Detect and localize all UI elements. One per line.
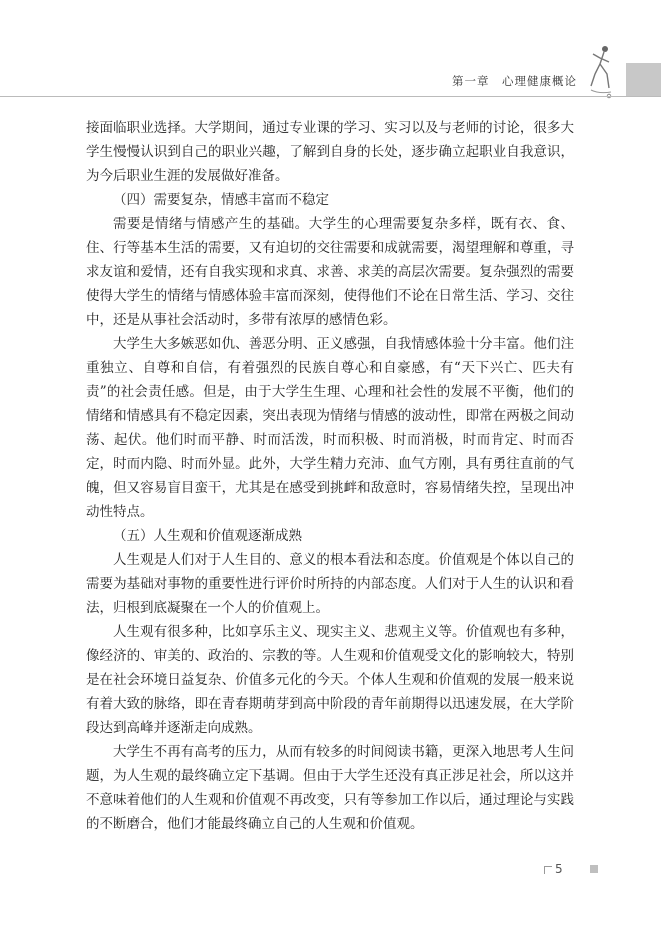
section-heading-5: （五）人生观和价值观逐渐成熟 [113,528,302,544]
paragraph-1: 接面临职业选择。大学期间，通过专业课的学习、实习以及与老师的讨论，很多大学生慢慢认识到自己的职业兴趣，了解到自身的长处，逐步确立起职业自我意识，为今后职业生涯的发展做好准备。 [86,120,574,184]
page-number: 5 [555,862,563,876]
page-number-square [590,865,598,873]
chapter-header-title: 第一章 心理健康概论 [452,74,577,88]
paragraph-4: 人生观是人们对于人生目的、意义的根本看法和态度。价值观是个体以自己的需要为基础对事物的重要性进行评价时所持的内部态度。人们对于人生的认识和看法，归根到底凝聚在一个人的价值观上。 [86,552,574,616]
section-heading-4: （四）需要复杂，情感丰富而不稳定 [113,192,329,208]
page-body [86,116,574,836]
header-tab-block [626,63,661,96]
paragraph-6: 大学生不再有高考的压力，从而有较多的时间阅读书籍，更深入地思考人生问题，为人生观的最终确立定下基调。但由于大学生还没有真正涉足社会，所以这并不意味着他们的人生观和价值观不再改变，只有等参加工作以后，通过理论与实践的不断磨合，他们才能最终确立自己的人生观和价值观。 [86,744,574,832]
decorative-figure-icon [585,44,615,102]
page-number-corner-mark [544,866,552,874]
paragraph-5: 人生观有很多种，比如享乐主义、现实主义、悲观主义等。价值观也有多种，像经济的、审美的、政治的、宗教的等。人生观和价值观受文化的影响较大，特别是在社会环境日益复杂、价值多元化的今天。个体人生观和价值观的发展一般来说有着大致的脉络，即在青春期萌芽到高中阶段的青年前期得以迅速发展，在大学阶段达到高峰并逐渐走向成熟。 [86,624,574,736]
paragraph-3: 大学生大多嫉恶如仇、善恶分明、正义感强，自我情感体验十分丰富。他们注重独立、自尊和自信，有着强烈的民族自尊心和自豪感，有“天下兴亡、匹夫有责”的社会责任感。但是，由于大学生生理、心理和社会性的发展不平衡，他们的情绪和情感具有不稳定因素，突出表现为情绪与情感的波动性，即常在两极之间动荡、起伏。他们时而平静、时而活泼，时而积极、时而消极，时而肯定、时而否定，时而内隐、时而外显。此外，大学生精力充沛、血气方刚，具有勇往直前的气魄，但又容易盲目蛮干，尤其是在感受到挑衅和敌意时，容易情绪失控，呈现出冲动性特点。 [86,336,574,520]
header-rule [0,96,661,97]
paragraph-2: 需要是情绪与情感产生的基础。大学生的心理需要复杂多样，既有衣、食、住、行等基本生活的需要，又有迫切的交往需要和成就需要，渴望理解和尊重，寻求友谊和爱情，还有自我实现和求真、求善、求美的高层次需要。复杂强烈的需要使得大学生的情绪与情感体验丰富而深刻，使得他们不论在日常生活、学习、交往中，还是从事社会活动时，多带有浓厚的感情色彩。 [86,216,574,328]
